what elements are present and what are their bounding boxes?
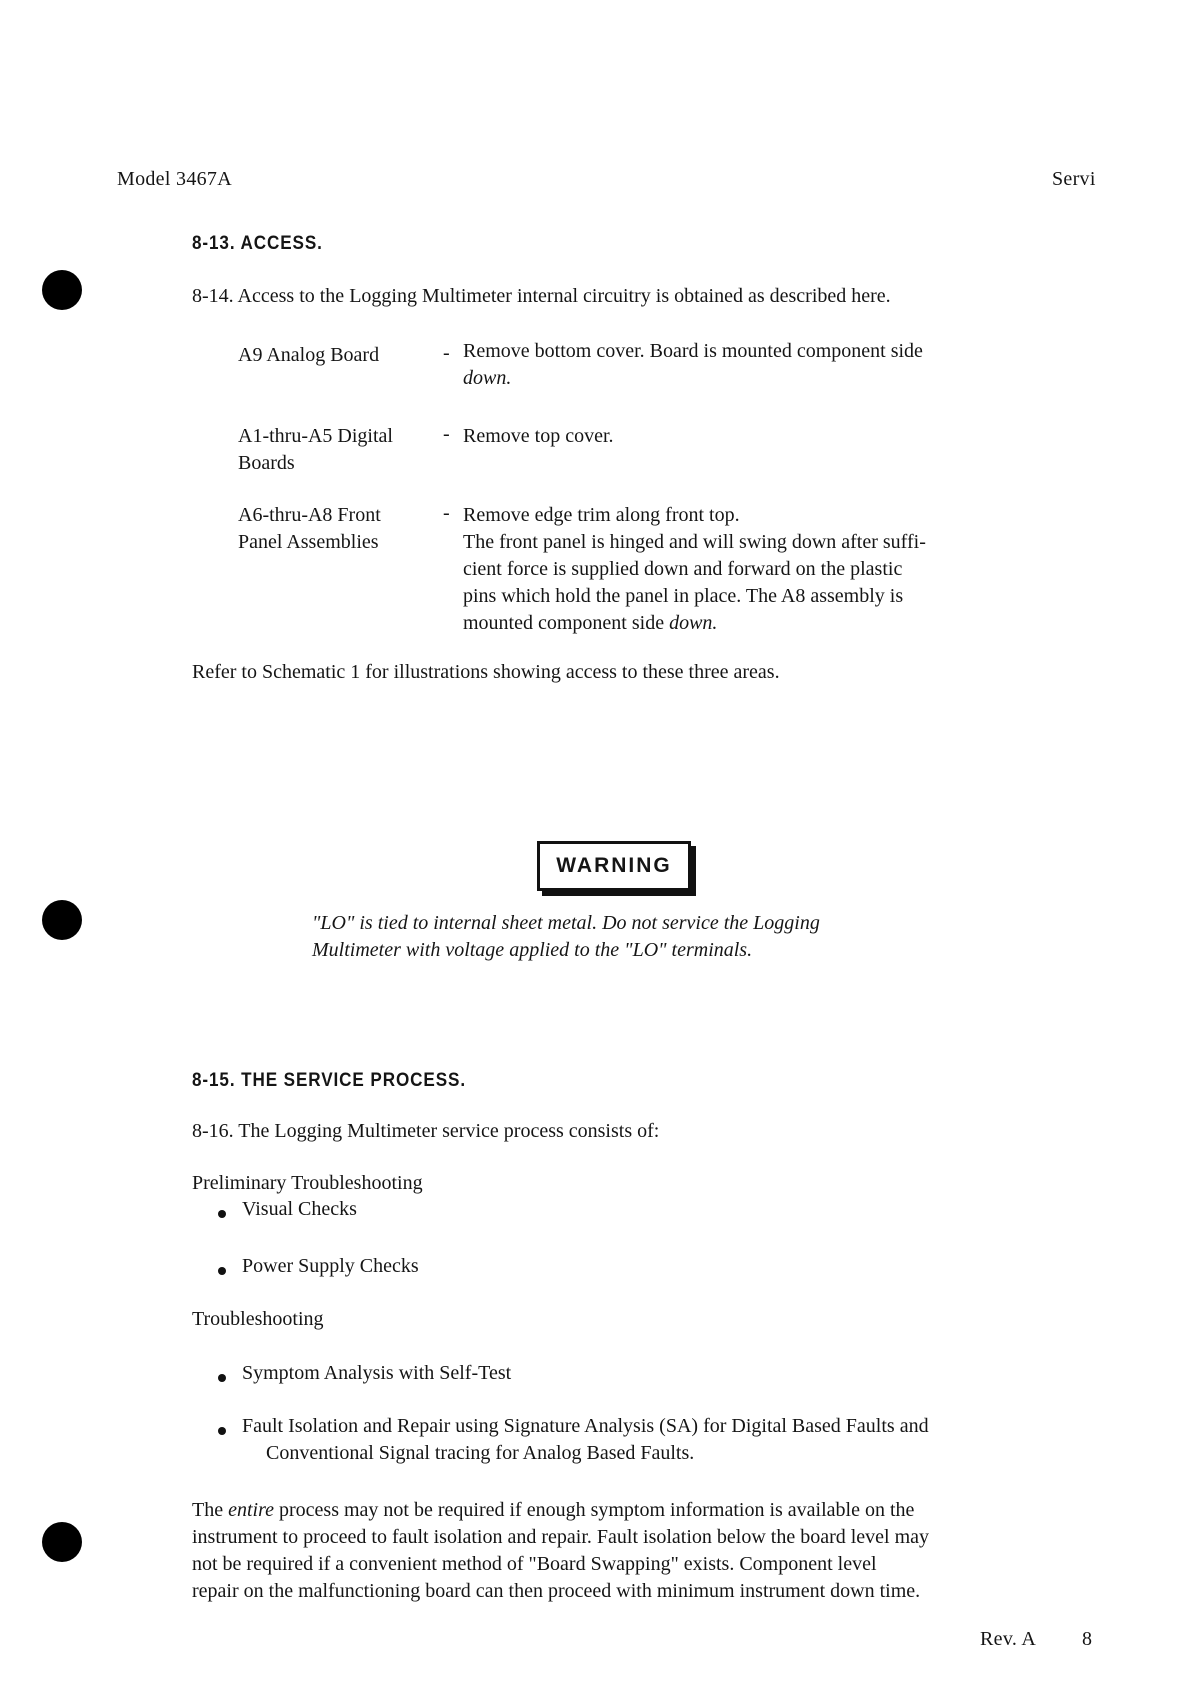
- access-item-a9-dash: -: [443, 342, 450, 364]
- access-item-a6-text-4: pins which hold the panel in place. The A8 assembly is: [463, 585, 904, 607]
- header-model: Model 3467A: [117, 168, 232, 190]
- access-item-a1-label: [238, 423, 393, 477]
- access-item-a6-text-1: Remove edge trim along front top.: [463, 504, 740, 526]
- warning-label: WARNING: [556, 854, 672, 877]
- prelim-title: Preliminary Troubleshooting: [192, 1172, 423, 1194]
- trouble-item-fault-line-1: Fault Isolation and Repair using Signature Analysis (SA) for Digital Based Faults and: [242, 1415, 929, 1437]
- access-item-a6-label-line-1: A6-thru-A8 Front: [238, 504, 381, 526]
- service-paragraph: [192, 1497, 1040, 1605]
- bullet-icon: [218, 1267, 226, 1275]
- access-item-a9-text-line: Remove bottom cover. Board is mounted component side: [463, 340, 923, 362]
- para-line-3: not be required if a convenient method of "Board Swapping" exists. Component level: [192, 1553, 877, 1575]
- access-heading: 8-13. ACCESS.: [192, 233, 323, 254]
- access-item-a6-text-2: The front panel is hinged and will swing down after suffi-: [463, 531, 926, 553]
- para-start: The: [192, 1499, 224, 1521]
- access-item-a6-label-line-2: Panel Assemblies: [238, 531, 379, 553]
- trouble-title: Troubleshooting: [192, 1308, 324, 1330]
- para-italic: entire: [228, 1499, 275, 1521]
- access-item-a9-down: down.: [463, 367, 512, 389]
- access-intro: 8-14. Access to the Logging Multimeter internal circuitry is obtained as described here.: [192, 285, 891, 307]
- access-item-a1-label-line-2: Boards: [238, 452, 295, 474]
- warning-line-2: Multimeter with voltage applied to the "LO" terminals.: [312, 939, 753, 961]
- access-item-a6-text-3: cient force is supplied down and forward on the plastic: [463, 558, 903, 580]
- prelim-item-power: Power Supply Checks: [242, 1255, 419, 1277]
- warning-text: [312, 910, 820, 964]
- service-intro: 8-16. The Logging Multimeter service process consists of:: [192, 1120, 660, 1142]
- trouble-item-fault-line-2: Conventional Signal tracing for Analog Based Faults.: [266, 1442, 695, 1464]
- access-item-a1-label-line-1: A1-thru-A5 Digital: [238, 425, 393, 447]
- access-item-a6-text-5: mounted component side: [463, 612, 665, 634]
- header-section: Servi: [1052, 168, 1096, 190]
- warning-line-1: "LO" is tied to internal sheet metal. Do not service the Logging: [312, 912, 820, 934]
- para-line-4: repair on the malfunctioning board can then proceed with minimum instrument down time.: [192, 1580, 921, 1602]
- access-item-a9-text: [463, 338, 996, 392]
- binder-hole-top: [42, 270, 82, 310]
- access-item-a6-text: [463, 502, 996, 637]
- para-line-2: instrument to proceed to fault isolation and repair. Fault isolation below the board level may: [192, 1526, 930, 1548]
- binder-hole-middle: [42, 900, 82, 940]
- bullet-icon: [218, 1427, 226, 1435]
- bullet-icon: [218, 1374, 226, 1382]
- trouble-item-fault: [242, 1413, 1040, 1467]
- trouble-item-symptom: Symptom Analysis with Self-Test: [242, 1362, 512, 1384]
- binder-hole-bottom: [42, 1522, 82, 1562]
- para-line-1: process may not be required if enough symptom information is available on the: [279, 1499, 915, 1521]
- prelim-item-visual: Visual Checks: [242, 1198, 357, 1220]
- footer-rev: Rev. A: [980, 1628, 1037, 1650]
- footer-page: 8: [1082, 1628, 1093, 1650]
- access-item-a6-label: [238, 502, 381, 556]
- bullet-icon: [218, 1210, 226, 1218]
- access-item-a1-text: Remove top cover.: [463, 425, 614, 447]
- access-item-a6-dash: -: [443, 502, 450, 524]
- access-item-a9-label: A9 Analog Board: [238, 344, 380, 366]
- access-refer: Refer to Schematic 1 for illustrations showing access to these three areas.: [192, 661, 780, 683]
- access-item-a1-dash: -: [443, 423, 450, 445]
- service-heading: 8-15. THE SERVICE PROCESS.: [192, 1070, 466, 1091]
- warning-box: [537, 841, 691, 891]
- access-item-a6-down: down.: [669, 612, 718, 634]
